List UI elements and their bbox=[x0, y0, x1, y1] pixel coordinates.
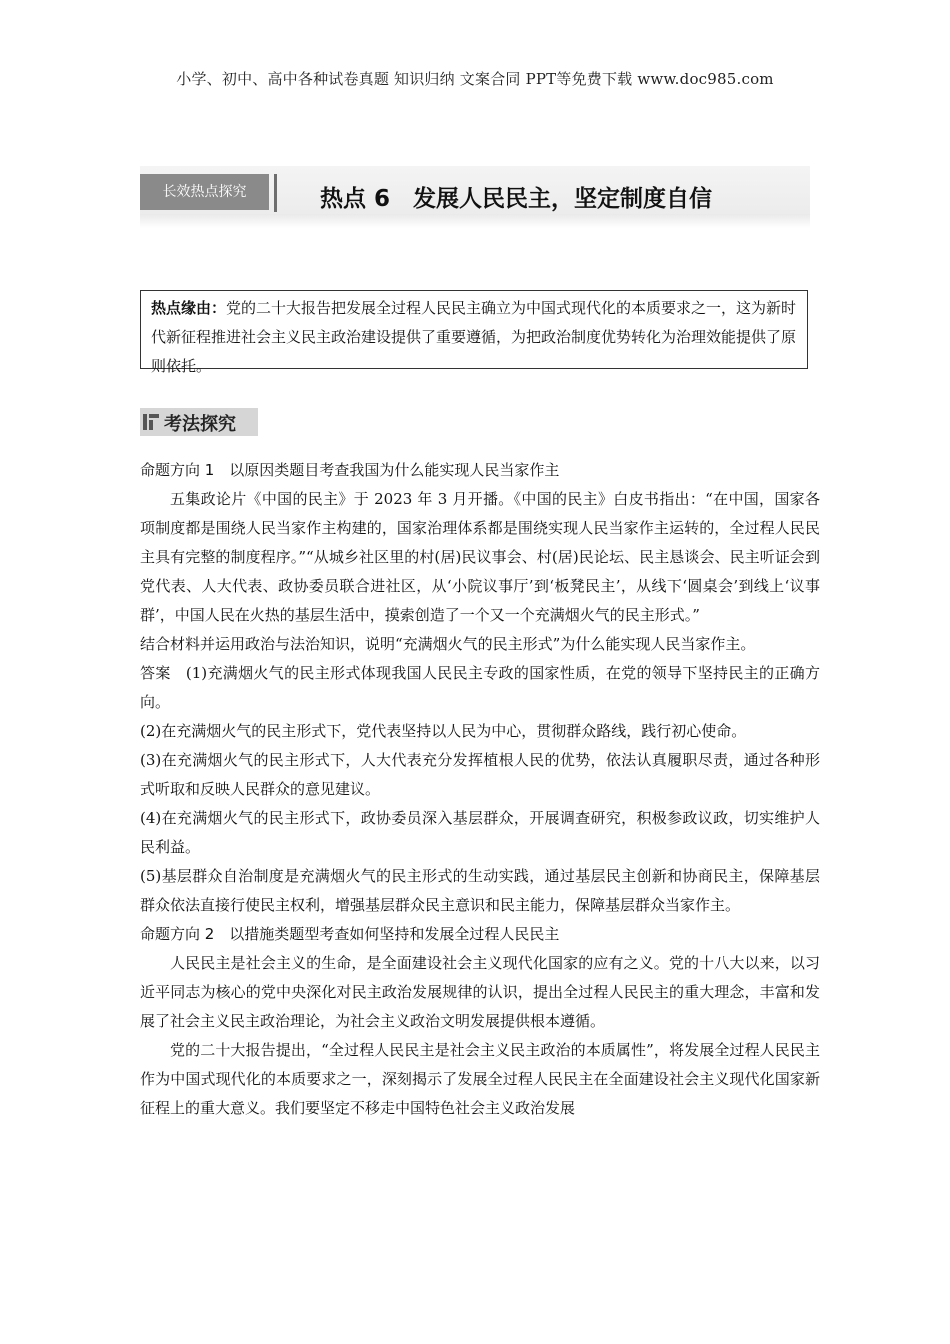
reason-text: 党的二十大报告把发展全过程人民民主确立为中国式现代化的本质要求之一，这为新时代新征程推进社会主义民主政治建设提供了重要遵循，为把政治制度优势转化为治理效能提供了原则依托。 bbox=[151, 299, 797, 375]
page-title: 热点 6 发展人民民主，坚定制度自信 bbox=[320, 186, 713, 212]
reason-box bbox=[140, 290, 808, 375]
answer-3: (3)在充满烟火气的民主形式下，人大代表充分发挥植根人民的优势，依法认真履职尽责，通过各种形式听取和反映人民群众的意见建议。 bbox=[140, 751, 820, 798]
section-header bbox=[140, 408, 258, 436]
direction-2-paragraph: 人民民主是社会主义的生命，是全面建设社会主义现代化国家的应有之义。党的十八大以来，以习近平同志为核心的党中央深化对民主政治发展规律的认识，提出全过程人民民主的重大理念，丰富和发展了社会主义民主政治理论，为社会主义政治文明发展提供根本遵循。 bbox=[140, 954, 820, 1030]
main-content bbox=[140, 456, 820, 1123]
page-header-text: 小学、初中、高中各种试卷真题 知识归纳 文案合同 PPT等免费下载 www.doc985.com bbox=[176, 70, 774, 88]
banner-shadow bbox=[140, 214, 810, 228]
banner-tag: 长效热点探究 bbox=[140, 174, 269, 210]
reason-label: 热点缘由： bbox=[151, 299, 227, 317]
answer-4: (4)在充满烟火气的民主形式下，政协委员深入基层群众，开展调查研究，积极参政议政，切实维护人民利益。 bbox=[140, 809, 820, 856]
topic-banner bbox=[140, 166, 810, 215]
direction-1-material: 五集政论片《中国的民主》于 2023 年 3 月开播。《中国的民主》白皮书指出：“在中国，国家各项制度都是围绕人民当家作主构建的，国家治理体系都是围绕实现人民当家作主运转的，全过程人民民主具有完整的制度程序。”“从城乡社区里的村(居)民议事会、村(居)民论坛、民主恳谈会、民主听证会到党代表、人大代表、政协委员联合进社区，从‘小院议事厅’到‘板凳民主’，从线下‘圆桌会’到线上‘议事群’，中国人民在火热的基层生活中，摸索创造了一个又一个充满烟火气的民主形式。” bbox=[140, 490, 820, 624]
answer-label: 答案 bbox=[140, 664, 171, 682]
banner-divider bbox=[274, 174, 277, 212]
answer-5: (5)基层群众自治制度是充满烟火气的民主形式的生动实践，通过基层民主创新和协商民主，保障基层群众依法直接行使民主权利，增强基层群众民主意识和民主能力，保障基层群众当家作主。 bbox=[140, 867, 820, 914]
answer-1: 答案 (1)充满烟火气的民主形式体现我国人民民主专政的国家性质，在党的领导下坚持民主的正确方向。 bbox=[140, 664, 820, 711]
section-title: 考法探究 bbox=[164, 414, 236, 435]
section-bracket-icon bbox=[143, 414, 159, 430]
direction-2-paragraph: 党的二十大报告提出，“全过程人民民主是社会主义民主政治的本质属性”，将发展全过程人民民主作为中国式现代化的本质要求之一，深刻揭示了发展全过程人民民主在全面建设社会主义现代化国家新征程上的重大意义。我们要坚定不移走中国特色社会主义政治发展 bbox=[140, 1041, 820, 1117]
direction-1-question: 结合材料并运用政治与法治知识，说明“充满烟火气的民主形式”为什么能实现人民当家作主。 bbox=[140, 635, 756, 653]
direction-2-title: 命题方向 2 以措施类题型考查如何坚持和发展全过程人民民主 bbox=[140, 925, 560, 943]
direction-1-title: 命题方向 1 以原因类题目考查我国为什么能实现人民当家作主 bbox=[140, 461, 560, 479]
answer-2: (2)在充满烟火气的民主形式下，党代表坚持以人民为中心，贯彻群众路线，践行初心使命。 bbox=[140, 722, 747, 740]
